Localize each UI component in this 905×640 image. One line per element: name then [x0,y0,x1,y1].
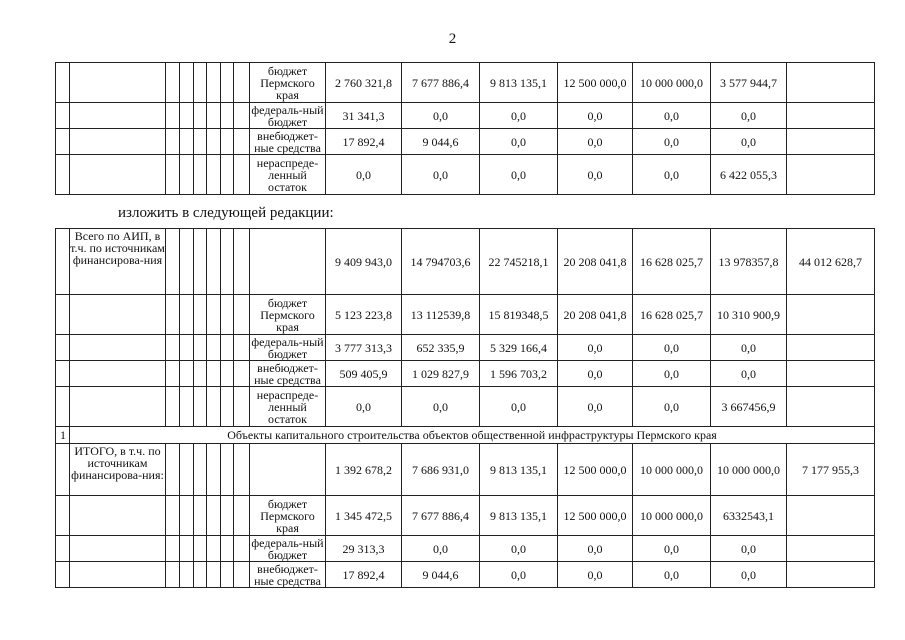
value-cell: 0,0 [480,155,558,195]
empty-cell [180,155,194,195]
value-cell: 0,0 [480,387,558,427]
section-title: Объекты капитального строительства объектов общественной инфраструктуры Пермского края [70,427,875,444]
empty-cell [221,129,234,155]
value-cell: 0,0 [633,387,711,427]
empty-cell [234,536,250,562]
empty-cell [56,536,70,562]
value-cell: 0,0 [558,129,633,155]
value-cell [787,129,875,155]
empty-cell [207,229,221,295]
value-cell: 0,0 [558,361,633,387]
value-cell: 0,0 [558,103,633,129]
empty-cell [70,562,166,588]
value-cell: 17 892,4 [326,129,402,155]
empty-cell [207,295,221,335]
empty-cell [166,536,180,562]
empty-cell [180,103,194,129]
empty-cell [56,63,70,103]
value-cell: 7 177 955,3 [787,444,875,496]
value-cell: 7 686 931,0 [402,444,480,496]
empty-cell [221,155,234,195]
intro-text: изложить в следующей редакции: [118,205,334,221]
empty-cell [56,335,70,361]
funding-source-label [250,444,326,496]
value-cell: 0,0 [402,103,480,129]
value-cell [787,103,875,129]
value-cell: 29 313,3 [326,536,402,562]
empty-cell [234,155,250,195]
value-cell: 13 978357,8 [711,229,787,295]
funding-source-label: федераль-ный бюджет [251,102,324,129]
empty-cell [207,63,221,103]
empty-cell [180,496,194,536]
value-cell: 7 677 886,4 [402,496,480,536]
value-cell: 44 012 628,7 [787,229,875,295]
value-cell: 0,0 [711,536,787,562]
table-row [56,229,875,295]
row-group-label: ИТОГО, в т.ч. по источникам финансирова-ния: [70,444,166,496]
empty-cell [180,361,194,387]
value-cell: 0,0 [633,129,711,155]
empty-cell [234,229,250,295]
value-cell: 652 335,9 [402,335,480,361]
value-cell: 0,0 [711,361,787,387]
value-cell: 0,0 [558,155,633,195]
value-cell: 13 112539,8 [402,295,480,335]
table-row [56,155,875,195]
funding-source-label: федераль-ный бюджет [251,334,324,361]
empty-cell [221,229,234,295]
table-row [56,536,875,562]
value-cell: 0,0 [480,562,558,588]
value-cell: 0,0 [633,335,711,361]
value-cell: 3 577 944,7 [711,63,787,103]
empty-cell [194,387,207,427]
empty-cell [56,496,70,536]
value-cell: 16 628 025,7 [633,295,711,335]
funding-source-label [250,229,326,295]
table-row [56,361,875,387]
empty-cell [56,387,70,427]
empty-cell [194,155,207,195]
value-cell [787,335,875,361]
empty-cell [194,129,207,155]
empty-cell [180,536,194,562]
empty-cell [70,63,166,103]
empty-cell [221,387,234,427]
empty-cell [166,103,180,129]
empty-cell [70,335,166,361]
empty-cell [194,229,207,295]
empty-cell [70,536,166,562]
value-cell: 10 000 000,0 [633,63,711,103]
value-cell: 0,0 [558,335,633,361]
value-cell: 0,0 [326,387,402,427]
table-row [56,335,875,361]
value-cell: 1 596 703,2 [480,361,558,387]
value-cell: 509 405,9 [326,361,402,387]
value-cell: 31 341,3 [326,103,402,129]
empty-cell [56,444,70,496]
empty-cell [207,361,221,387]
empty-cell [56,562,70,588]
row-group-label: Всего по АИП, в т.ч. по источникам финансирова-ния [70,229,166,295]
value-cell: 1 345 472,5 [326,496,402,536]
value-cell: 9 409 943,0 [326,229,402,295]
value-cell: 0,0 [480,129,558,155]
table-row [56,295,875,335]
section-number: 1 [56,427,70,444]
table-row [56,63,875,103]
funding-source-label: бюджет Пермского края [250,496,326,536]
value-cell: 0,0 [558,387,633,427]
value-cell: 3 667456,9 [711,387,787,427]
funding-source-label: внебюджет-ные средства [250,129,326,155]
empty-cell [221,103,234,129]
empty-cell [56,129,70,155]
empty-cell [234,129,250,155]
table-row [56,562,875,588]
value-cell: 17 892,4 [326,562,402,588]
value-cell: 1 392 678,2 [326,444,402,496]
value-cell: 0,0 [711,335,787,361]
value-cell: 9 813 135,1 [480,444,558,496]
funding-table-new [55,228,875,588]
empty-cell [166,496,180,536]
value-cell: 9 813 135,1 [480,496,558,536]
value-cell [787,536,875,562]
value-cell: 0,0 [558,536,633,562]
value-cell: 0,0 [480,103,558,129]
value-cell: 0,0 [633,103,711,129]
value-cell: 16 628 025,7 [633,229,711,295]
empty-cell [234,63,250,103]
value-cell: 0,0 [558,562,633,588]
value-cell [787,562,875,588]
empty-cell [207,444,221,496]
value-cell: 20 208 041,8 [558,295,633,335]
value-cell: 0,0 [402,155,480,195]
empty-cell [221,63,234,103]
value-cell: 10 000 000,0 [633,496,711,536]
value-cell: 5 123 223,8 [326,295,402,335]
empty-cell [207,536,221,562]
value-cell: 2 760 321,8 [326,63,402,103]
value-cell: 0,0 [711,103,787,129]
funding-source-label: нераспреде-ленный остаток [250,155,326,195]
value-cell [787,496,875,536]
table-row [56,387,875,427]
empty-cell [194,103,207,129]
value-cell [787,155,875,195]
empty-cell [221,335,234,361]
value-cell [787,63,875,103]
empty-cell [234,295,250,335]
empty-cell [221,295,234,335]
table-row [56,103,875,129]
empty-cell [180,444,194,496]
empty-cell [70,103,166,129]
value-cell: 12 500 000,0 [558,444,633,496]
empty-cell [180,229,194,295]
empty-cell [166,562,180,588]
empty-cell [234,496,250,536]
empty-cell [207,562,221,588]
value-cell [787,387,875,427]
value-cell: 0,0 [480,536,558,562]
funding-source-label: внебюджет-ные средства [250,361,326,387]
empty-cell [166,295,180,335]
empty-cell [194,63,207,103]
value-cell [787,295,875,335]
empty-cell [221,496,234,536]
empty-cell [194,361,207,387]
empty-cell [221,536,234,562]
value-cell: 7 677 886,4 [402,63,480,103]
empty-cell [207,155,221,195]
empty-cell [166,335,180,361]
funding-source-label: бюджет Пермского края [250,63,326,103]
funding-source-label: нераспреде-ленный остаток [250,387,326,427]
value-cell: 22 745218,1 [480,229,558,295]
value-cell: 20 208 041,8 [558,229,633,295]
value-cell: 15 819348,5 [480,295,558,335]
value-cell: 5 329 166,4 [480,335,558,361]
empty-cell [70,496,166,536]
empty-cell [180,63,194,103]
empty-cell [166,361,180,387]
value-cell: 9 044,6 [402,562,480,588]
value-cell: 0,0 [402,387,480,427]
empty-cell [70,387,166,427]
value-cell: 3 777 313,3 [326,335,402,361]
empty-cell [234,335,250,361]
value-cell: 0,0 [326,155,402,195]
empty-cell [180,295,194,335]
empty-cell [70,155,166,195]
empty-cell [221,361,234,387]
value-cell: 0,0 [633,361,711,387]
value-cell [787,361,875,387]
empty-cell [166,155,180,195]
empty-cell [234,361,250,387]
value-cell: 6332543,1 [711,496,787,536]
value-cell: 1 029 827,9 [402,361,480,387]
value-cell: 10 000 000,0 [711,444,787,496]
empty-cell [56,103,70,129]
empty-cell [56,361,70,387]
value-cell: 9 044,6 [402,129,480,155]
value-cell: 12 500 000,0 [558,63,633,103]
empty-cell [56,229,70,295]
table-row [56,496,875,536]
funding-source-label: федераль-ный бюджет [251,535,324,562]
empty-cell [194,496,207,536]
value-cell: 14 794703,6 [402,229,480,295]
empty-cell [234,387,250,427]
empty-cell [207,103,221,129]
empty-cell [234,562,250,588]
value-cell: 0,0 [633,155,711,195]
empty-cell [234,103,250,129]
empty-cell [166,229,180,295]
empty-cell [180,387,194,427]
table-row [56,129,875,155]
empty-cell [70,129,166,155]
empty-cell [194,335,207,361]
empty-cell [207,387,221,427]
empty-cell [194,562,207,588]
empty-cell [166,129,180,155]
empty-cell [194,444,207,496]
section-row [56,427,875,444]
empty-cell [180,562,194,588]
value-cell: 0,0 [633,562,711,588]
funding-table-old [55,62,875,195]
empty-cell [70,295,166,335]
empty-cell [70,361,166,387]
empty-cell [180,129,194,155]
empty-cell [180,335,194,361]
value-cell: 0,0 [711,129,787,155]
empty-cell [166,63,180,103]
empty-cell [234,444,250,496]
value-cell: 12 500 000,0 [558,496,633,536]
empty-cell [56,155,70,195]
value-cell: 10 310 900,9 [711,295,787,335]
empty-cell [207,496,221,536]
empty-cell [207,335,221,361]
empty-cell [166,387,180,427]
value-cell: 0,0 [711,562,787,588]
page-number: 2 [448,31,457,47]
value-cell: 10 000 000,0 [633,444,711,496]
empty-cell [166,444,180,496]
funding-source-label: бюджет Пермского края [250,295,326,335]
value-cell: 0,0 [633,536,711,562]
empty-cell [221,444,234,496]
value-cell: 6 422 055,3 [711,155,787,195]
empty-cell [194,536,207,562]
table-row [56,444,875,496]
empty-cell [56,295,70,335]
empty-cell [194,295,207,335]
empty-cell [221,562,234,588]
empty-cell [207,129,221,155]
value-cell: 0,0 [402,536,480,562]
funding-source-label: внебюджет-ные средства [250,562,326,588]
value-cell: 9 813 135,1 [480,63,558,103]
